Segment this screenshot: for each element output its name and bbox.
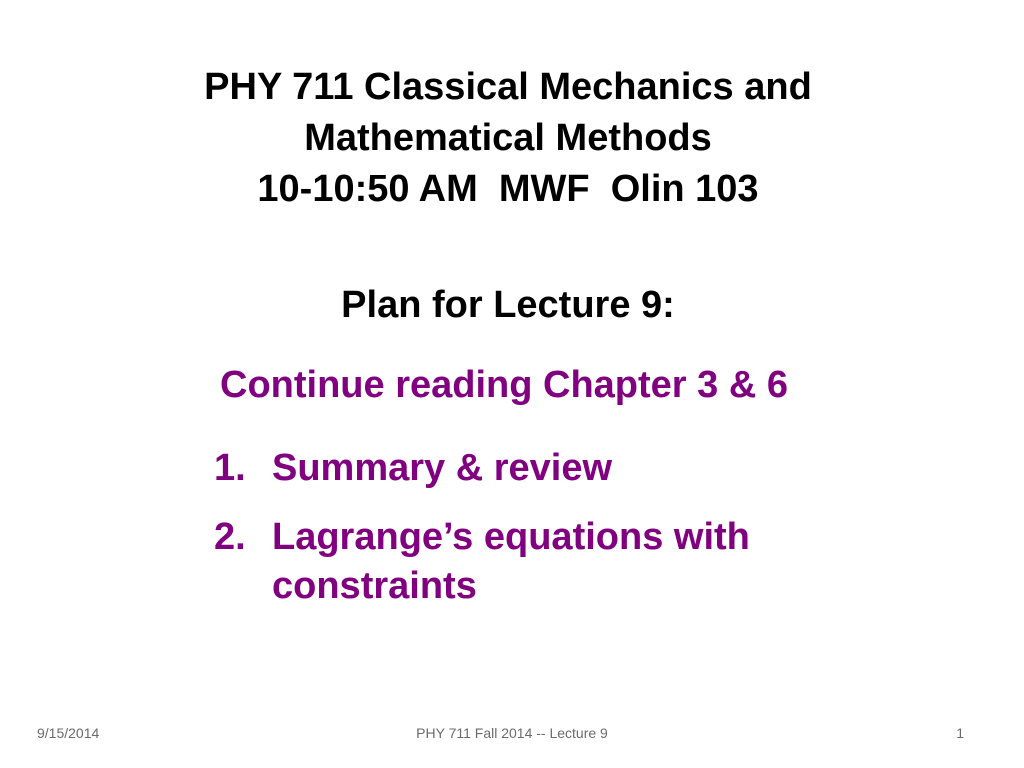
list-item	[214, 513, 914, 611]
reading-subtitle: Continue reading Chapter 3 & 6	[220, 364, 788, 406]
list-item-number: 1.	[214, 447, 246, 489]
title-line-2: Mathematical Methods	[304, 117, 712, 159]
slide-title	[0, 62, 1016, 215]
list-item-text: Summary & review	[272, 447, 613, 489]
list-item	[214, 444, 914, 493]
list-item-text: Lagrange’s equations with constraints	[272, 516, 750, 607]
title-line-3: 10-10:50 AM MWF Olin 103	[257, 168, 759, 210]
list-item-number: 2.	[214, 516, 246, 558]
footer-date: 9/15/2014	[37, 725, 100, 741]
footer-page-number: 1	[956, 725, 964, 741]
title-line-1: PHY 711 Classical Mechanics and	[204, 66, 812, 108]
footer-course-label: PHY 711 Fall 2014 -- Lecture 9	[416, 725, 608, 741]
plan-heading: Plan for Lecture 9:	[341, 284, 675, 326]
topic-list	[214, 444, 914, 631]
